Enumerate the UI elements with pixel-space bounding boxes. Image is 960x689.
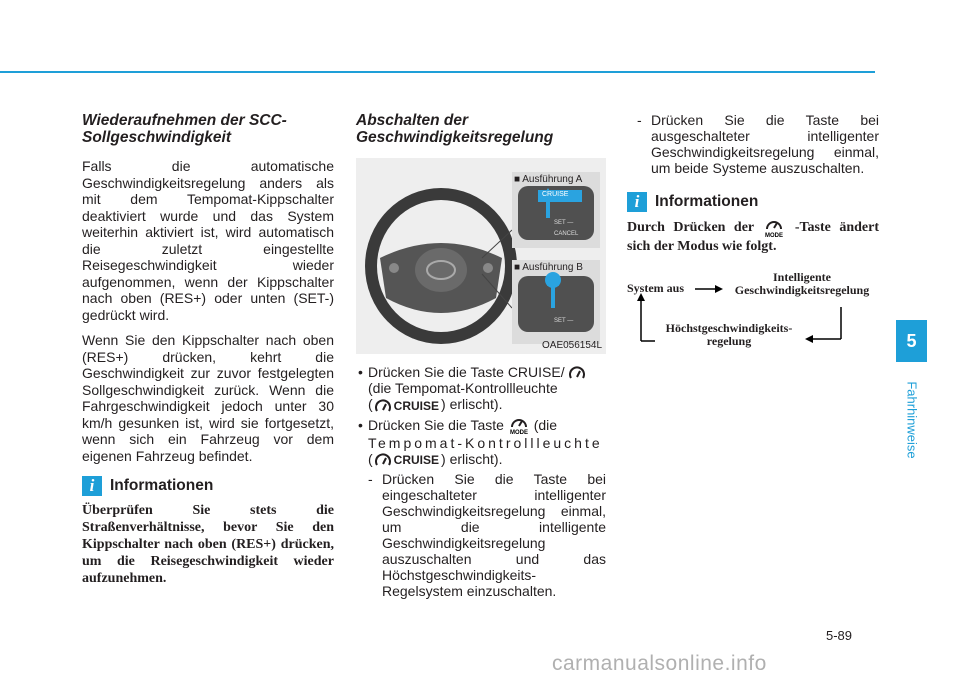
- section-heading-deactivate: Abschalten der Geschwindigkeitsregelung: [356, 112, 554, 146]
- chapter-tab: 5: [896, 320, 927, 362]
- mode-max-line1: Höchstgeschwindigkeits-: [665, 321, 793, 335]
- mode-intelligent-line2: Geschwindigkeitsregelung: [734, 283, 870, 297]
- mode-button-icon: [762, 218, 786, 238]
- info-title: Informationen: [655, 193, 759, 210]
- info-text: Überprüfen Sie stets die Straßenverhältnisse, bevor Sie den Kippschalter nach oben (RES+) drücken, um die Reisegeschwindigkeit wieder aufzunehmen.: [82, 503, 334, 586]
- cruise-indicator: CRUISE: [375, 398, 439, 414]
- list-item: • Drücken Sie die Taste MODE (die Tempomat-Kontrollleuchte ( CRUISE ) erlischt).: [356, 417, 606, 469]
- column-left: [82, 112, 334, 587]
- label-version-a: ■ Ausführung A: [514, 174, 583, 185]
- list-item: • Drücken Sie die Taste CRUISE/ (die Tempomat-Kontrollleuchte ( CRUISE ) erlischt).: [356, 364, 606, 414]
- dash-item-intelligent-off: - Drücken Sie die Taste bei eingeschalteter intelligenter Geschwindigkeitsregelung einmal, um die intelligente Geschwindigkeitsregelung auszuschalten und das Höchstgeschwindigkeits-Regelsystem einzuschalten.: [368, 471, 606, 599]
- info-icon: i: [627, 192, 647, 212]
- page-number: 5-89: [826, 628, 853, 643]
- button-label-cruise: CRUISE: [542, 191, 569, 198]
- chapter-title: Fahrhinweise: [904, 381, 920, 459]
- deactivate-list: [356, 364, 606, 468]
- speedometer-icon: [375, 453, 391, 467]
- mode-cycle-diagram: [627, 269, 879, 359]
- paragraph-resume-2: Wenn Sie den Kippschalter nach oben (RES+) drücken, kehrt die Geschwindigkeit zur zuvor festgelegten Sollgeschwindigkeit zurück. Wenn die Fahrgeschwindigkeit jedoch unter 30 km/h gesunken ist, wird sie fortgesetzt, wenn sich ein Fahrzeug vor dem eigenen Fahrzeug befindet.: [82, 332, 334, 464]
- column-right: [627, 112, 879, 359]
- speedometer-icon: [375, 399, 391, 413]
- svg-text:MODE: MODE: [509, 429, 528, 435]
- figure-code: OAE056154L: [542, 340, 603, 351]
- mode-intelligent-line1: Intelligente: [773, 270, 831, 284]
- mode-max-line2: regelung: [706, 334, 752, 348]
- dash-item-both-off: - Drücken Sie die Taste bei ausgeschalteter intelligenter Geschwindigkeitsregelung einmal, um beide Systeme auszuschalten.: [637, 112, 879, 176]
- button-label-set-b: SET —: [554, 318, 574, 324]
- cruise-indicator: CRUISE: [375, 452, 439, 468]
- label-version-b: ■ Ausführung B: [514, 262, 583, 273]
- button-label-set-a: SET —: [554, 220, 574, 226]
- info-icon: i: [82, 476, 102, 496]
- info-header: [627, 192, 879, 212]
- button-label-cancel: CANCEL: [554, 231, 579, 237]
- paragraph-resume-1: Falls die automatische Geschwindigkeitsregelung anders als mit dem Tempomat-Kippschalter deaktiviert wurde und das System weiterhin aktiviert ist, wird automatisch die zuletzt eingestellte Reisegeschwindigkeit wieder aufgenommen, wenn der Kippschalter nach oben (RES+) oder unten (SET-) gedrückt wird.: [82, 158, 334, 323]
- speedometer-icon: [569, 366, 585, 380]
- steering-wheel-illustration: [356, 158, 606, 354]
- svg-text:MODE: MODE: [765, 233, 784, 238]
- section-heading-resume: Wiederaufnehmen der SCC-Sollgeschwindigkeit: [82, 112, 287, 146]
- info-header: [82, 476, 334, 496]
- watermark: carmanualsonline.info: [552, 652, 767, 675]
- mode-button-icon: [508, 417, 530, 435]
- info-text-mode: Durch Drücken der MODE -Taste ändert sich der Modus wie folgt.: [627, 218, 879, 255]
- column-middle: [356, 112, 606, 603]
- steering-wheel-figure: [356, 158, 606, 354]
- info-title: Informationen: [110, 477, 214, 494]
- header-rule: [0, 71, 875, 73]
- mode-system-off: System aus: [627, 281, 685, 295]
